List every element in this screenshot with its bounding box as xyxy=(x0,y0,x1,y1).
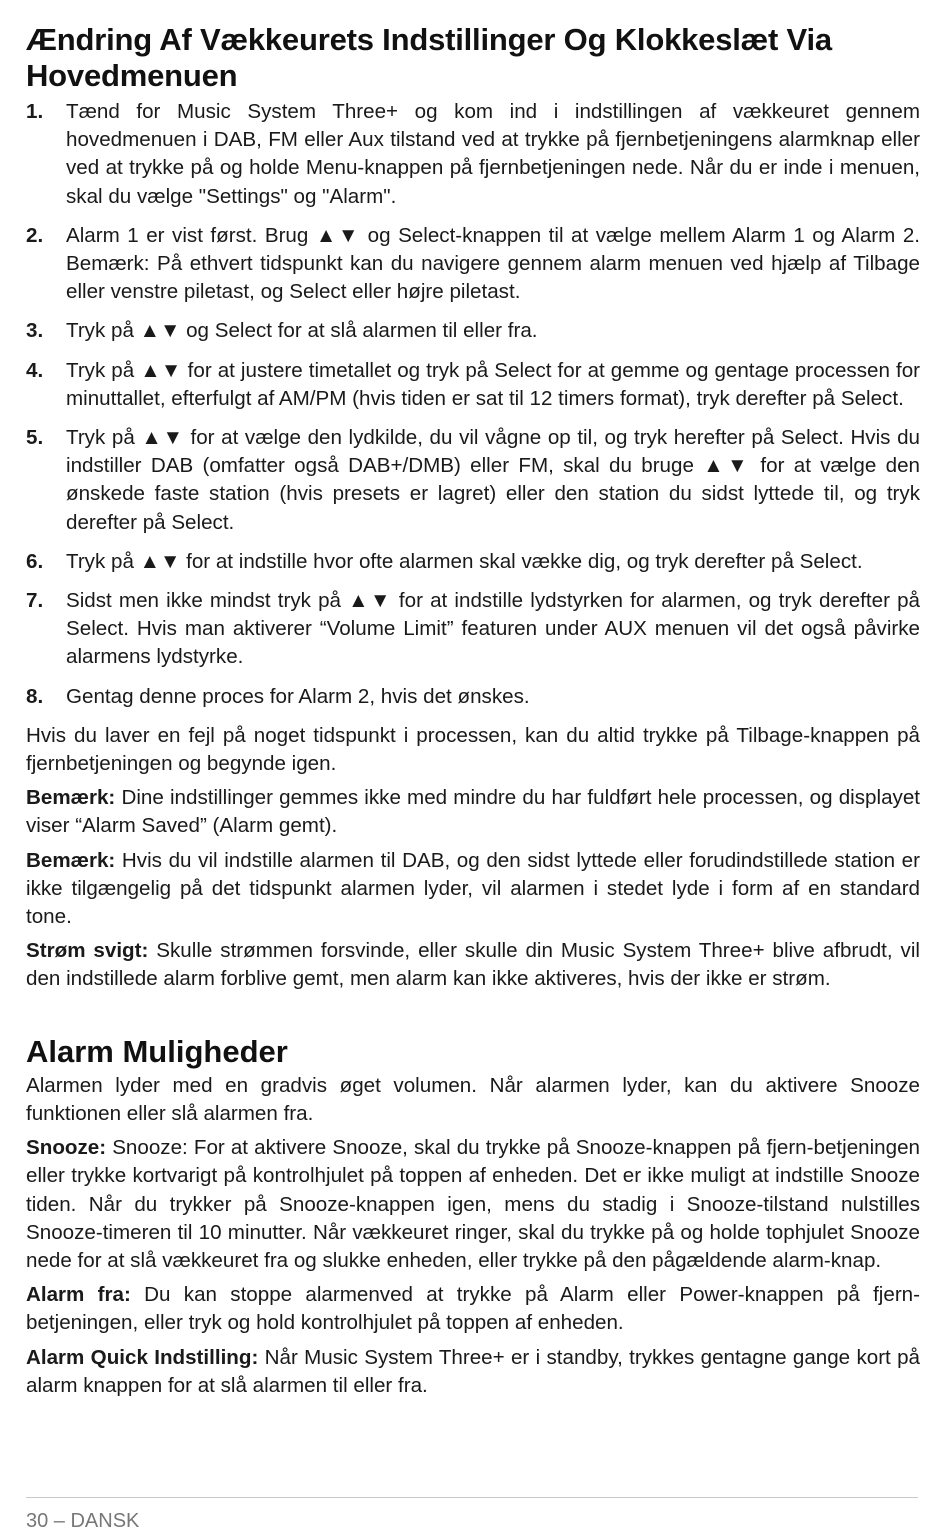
error-paragraph: Hvis du laver en fejl på noget tidspunkt i processen, kan du altid trykke på Tilbage-knappen på fjernbetjeningen og begynde igen. xyxy=(26,723,920,776)
snooze-text: Snooze: For at aktivere Snooze, skal du trykke på Snooze-knappen på fjern-betjeningen eller trykke kortvarigt på kontrolhjulet på toppen af enheden. Det er ikke muligt at indstille Snooze tiden. Når du trykker på Snooze-knappen igen, mens du stadig i Snooze-tilstand nulstilles Snooze-timeren til 10 minutter. Når vækkeuret ringer, skal du trykke på og holde tophjulet Snooze nede for at slå vækkeuret fra og slukke enheden, eller trykke på den pågældende alarm-knap. xyxy=(26,1136,920,1272)
note-text: Dine indstillinger gemmes ikke med mindre du har fuldført hele processen, og displayet viser “Alarm Saved” (Alarm gemt). xyxy=(26,786,920,838)
alarm-off-paragraph xyxy=(26,1281,920,1337)
power-failure-label: Strøm svigt: xyxy=(26,939,149,963)
alarm-intro-paragraph: Alarmen lyder med en gradvis øget volumen. Når alarmen lyder, kan du aktivere Snooze funktionen eller slå alarmen fra. xyxy=(26,1073,920,1125)
page-content xyxy=(26,22,920,1406)
page-footer xyxy=(26,1497,918,1533)
page-title: Ændring Af Vækkeurets Indstillinger Og Klokkeslæt Via Hovedmenuen xyxy=(26,22,832,93)
step-text: Gentag denne proces for Alarm 2, hvis det ønskes. xyxy=(66,684,530,708)
quick-setting-paragraph xyxy=(26,1344,920,1400)
snooze-label: Snooze: xyxy=(26,1136,107,1160)
steps-list xyxy=(26,98,920,711)
note-paragraph-1 xyxy=(26,784,920,840)
step-number: 8. xyxy=(26,684,44,708)
note-text: Hvis du vil indstille alarmen til DAB, og den sidst lyttede eller forudindstillede station er ikke tilgængelig på det tidspunkt alarmen lyder, vil alarmen i stedet lyde i form af en standard tone. xyxy=(26,848,920,929)
note-label: Bemærk: xyxy=(26,786,116,810)
step-text: Tryk på ▲▼ for at vælge den lydkilde, du vil vågne op til, og tryk herefter på Select. Hvis du indstiller DAB (omfatter også DAB+/DMB) eller FM, skal du bruge ▲▼ for at vælge den ønskede faste station (hvis presets er lagret) eller den station du sidst lyttede til, og tryk derefter på Select. xyxy=(66,426,920,534)
step-number: 3. xyxy=(26,319,44,343)
step-item-6 xyxy=(26,548,920,576)
section-heading: Alarm Muligheder xyxy=(26,1033,288,1069)
step-item-1 xyxy=(26,98,920,211)
alarm-off-label: Alarm fra: xyxy=(26,1283,131,1307)
quick-setting-text: Når Music System Three+ er i standby, trykkes gentagne gange kort på alarm knappen for at slå alarmen til eller fra. xyxy=(26,1345,920,1397)
note-paragraph-2 xyxy=(26,847,920,932)
step-item-4 xyxy=(26,357,920,413)
page-number: 30 – DANSK xyxy=(26,1510,140,1532)
step-item-5 xyxy=(26,424,920,537)
step-number: 4. xyxy=(26,358,44,382)
step-text: Alarm 1 er vist først. Brug ▲▼ og Select-knappen til at vælge mellem Alarm 1 og Alarm 2. Bemærk: På ethvert tidspunkt kan du navigere gennem alarm menuen ved hjælp af Tilbage eller venstre piletast, og Select eller højre piletast. xyxy=(66,223,920,304)
snooze-paragraph xyxy=(26,1134,920,1275)
alarm-off-text: Du kan stoppe alarmenved at trykke på Alarm eller Power-knappen på fjern-betjeningen, eller tryk og hold kontrolhjulet på toppen af enheden. xyxy=(26,1283,920,1335)
step-text: Sidst men ikke mindst tryk på ▲▼ for at indstille lydstyrken for alarmen, og tryk derefter på Select. Hvis man aktiverer “Volume Limit” featuren under AUX menuen vil det også påvirke alarmens lydstyrke. xyxy=(66,589,920,669)
quick-setting-label: Alarm Quick Indstilling: xyxy=(26,1345,259,1369)
step-number: 1. xyxy=(26,100,44,123)
step-text: Tænd for Music System Three+ og kom ind i indstillingen af vækkeuret gennem hovedmenuen i DAB, FM eller Aux tilstand ved at trykke på fjernbetjeningens alarmknap eller ved at trykke på og holde Menu-knappen på fjernbetjeningen nede. Når du er inde i menuen, skal du vælge "Settings" og "Alarm". xyxy=(66,100,920,208)
step-item-8 xyxy=(26,683,920,711)
step-number: 7. xyxy=(26,589,44,613)
step-number: 6. xyxy=(26,549,44,573)
step-item-7 xyxy=(26,587,920,672)
power-failure-paragraph xyxy=(26,937,920,993)
step-number: 5. xyxy=(26,426,44,450)
step-text: Tryk på ▲▼ og Select for at slå alarmen til eller fra. xyxy=(66,319,538,343)
step-text: Tryk på ▲▼ for at justere timetallet og tryk på Select for at gemme og gentage processen for minuttallet, efterfulgt af AM/PM (hvis tiden er sat til 12 timers format), tryk derefter på Select. xyxy=(66,358,920,410)
step-number: 2. xyxy=(26,223,44,247)
step-item-2 xyxy=(26,222,920,307)
note-label: Bemærk: xyxy=(26,848,116,872)
power-failure-text: Skulle strømmen forsvinde, eller skulle din Music System Three+ blive afbrudt, vil den indstillede alarm forblive gemt, men alarm kan ikke aktiveres, hvis der ikke er strøm. xyxy=(26,939,920,991)
section-spacer xyxy=(26,1000,920,1034)
step-text: Tryk på ▲▼ for at indstille hvor ofte alarmen skal vække dig, og tryk derefter på Select. xyxy=(66,549,863,573)
step-item-3 xyxy=(26,317,920,345)
